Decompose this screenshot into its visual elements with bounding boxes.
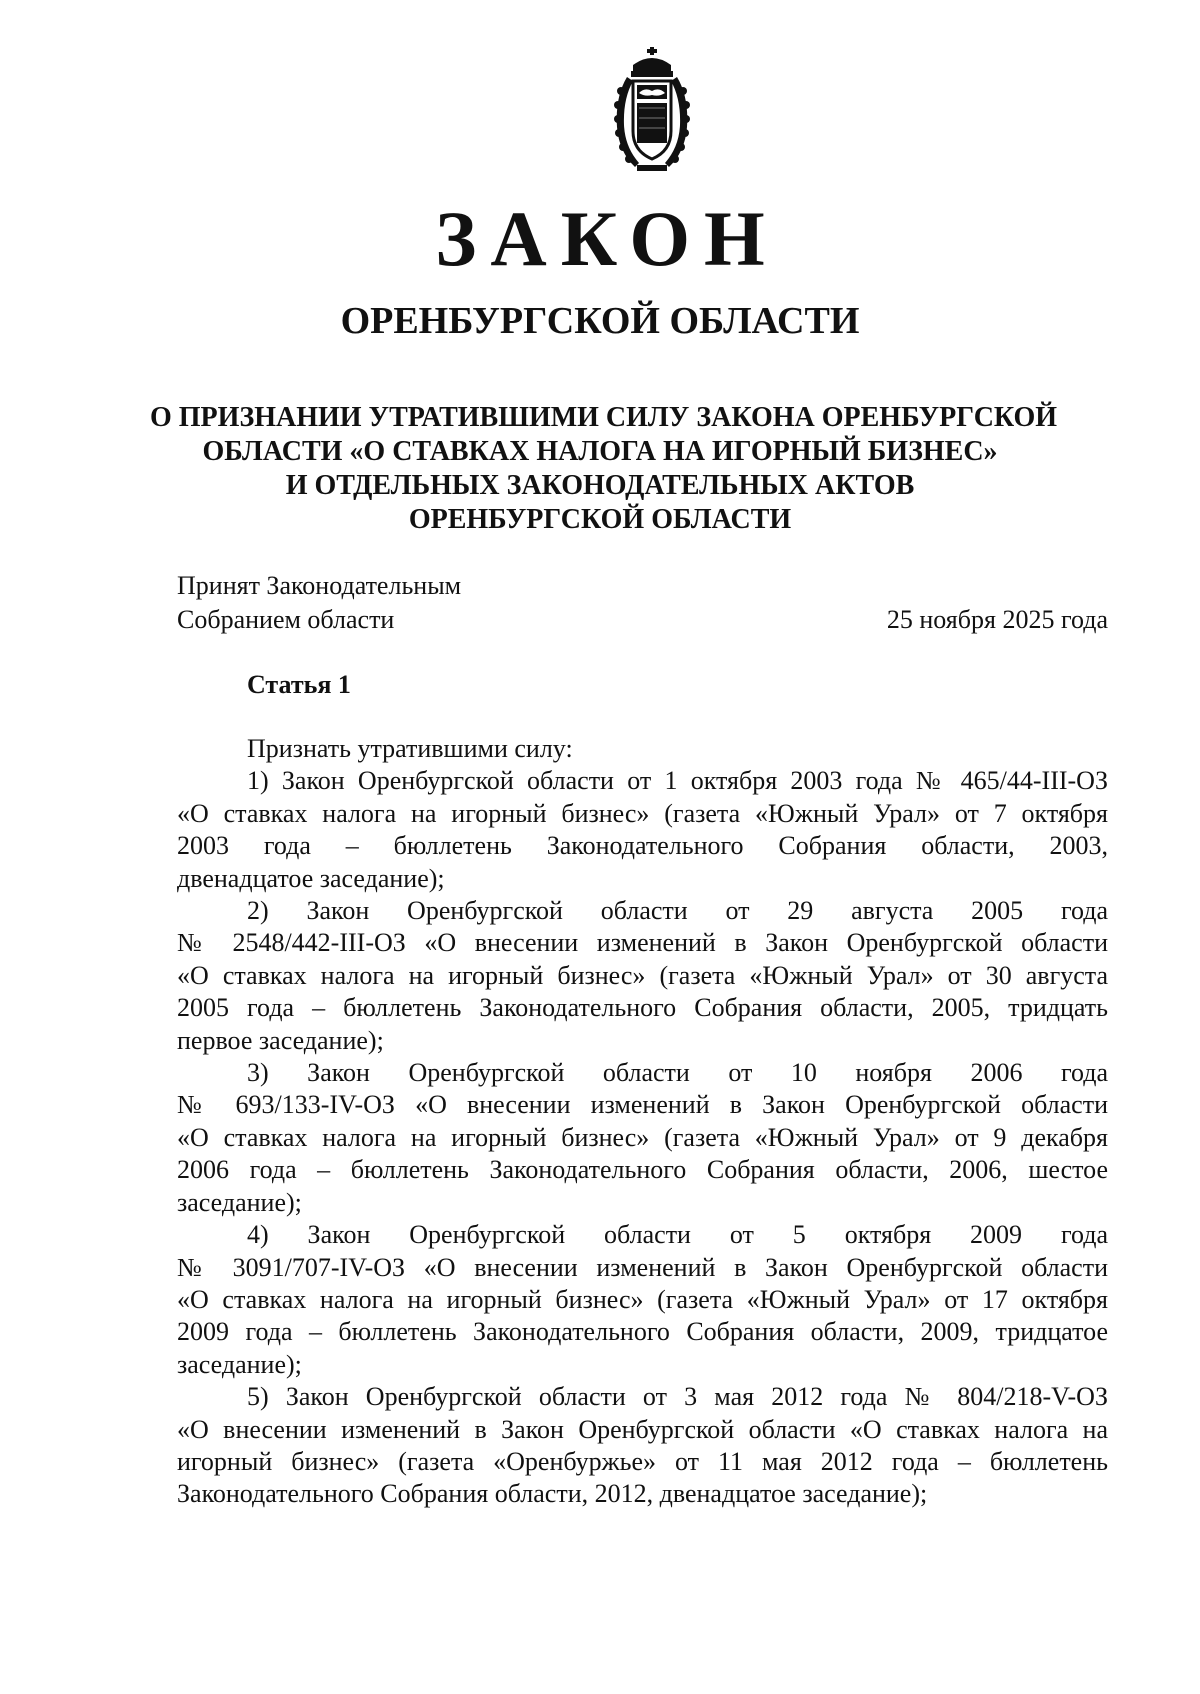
list-item-line: № 2548/442-III-ОЗ «О внесении изменений в Закон Оренбургской области xyxy=(177,928,1108,958)
list-item-line: 2005 года – бюллетень Законодательного Собрания области, 2005, тридцать xyxy=(177,993,1108,1023)
document-title: ЗАКОН xyxy=(435,195,779,282)
list-item xyxy=(177,1219,1108,1381)
list-item xyxy=(177,1057,1108,1219)
list-item-line: первое заседание); xyxy=(177,1025,384,1055)
adoption-line: Принят Законодательным xyxy=(177,571,462,600)
list-item xyxy=(177,765,1108,895)
law-name-line: И ОТДЕЛЬНЫХ ЗАКОНОДАТЕЛЬНЫХ АКТОВ xyxy=(285,470,915,501)
list-item-line: 2) Закон Оренбургской области от 29 августа 2005 года xyxy=(247,896,1108,926)
law-name-line: О ПРИЗНАНИИ УТРАТИВШИМИ СИЛУ ЗАКОНА ОРЕНБУРГСКОЙ xyxy=(150,402,1058,433)
list-item-line: 3) Закон Оренбургской области от 10 ноября 2006 года xyxy=(247,1058,1108,1088)
list-item-line: «О ставках налога на игорный бизнес» (газета «Южный Урал» от 9 декабря xyxy=(177,1122,1108,1152)
list-item-line: заседание); xyxy=(177,1187,302,1217)
list-item-line: 2006 года – бюллетень Законодательного Собрания области, 2006, шестое xyxy=(177,1155,1108,1185)
article-body xyxy=(177,733,1108,1511)
adoption-line: Собранием области xyxy=(177,605,395,634)
adoption-info xyxy=(177,569,461,637)
adoption-date: 25 ноября 2025 года xyxy=(886,605,1108,634)
list-item-line: 2009 года – бюллетень Законодательного Собрания области, 2009, тридцатое xyxy=(177,1317,1108,1347)
document-region: ОРЕНБУРГСКОЙ ОБЛАСТИ xyxy=(340,300,860,342)
list-item-line: 1) Закон Оренбургской области от 1 октября 2003 года № 465/44-III-ОЗ xyxy=(247,766,1108,796)
list-item-line: № 693/133-IV-ОЗ «О внесении изменений в Закон Оренбургской области xyxy=(177,1090,1108,1120)
list-item-line: заседание); xyxy=(177,1349,302,1379)
list-item-line: игорный бизнес» (газета «Оренбуржье» от 11 мая 2012 года – бюллетень xyxy=(177,1446,1108,1476)
list-item-line: 2003 года – бюллетень Законодательного Собрания области, 2003, xyxy=(177,831,1108,861)
list-item xyxy=(177,895,1108,1057)
list-item-line: «О ставках налога на игорный бизнес» (газета «Южный Урал» от 7 октября xyxy=(177,798,1108,828)
list-item-line: «О ставках налога на игорный бизнес» (газета «Южный Урал» от 30 августа xyxy=(177,960,1108,990)
article-intro: Признать утратившими силу: xyxy=(247,734,573,763)
list-item-line: 4) Закон Оренбургской области от 5 октября 2009 года xyxy=(247,1220,1108,1250)
list-item-line: Законодательного Собрания области, 2012, двенадцатое заседание); xyxy=(177,1479,928,1509)
list-item-line: 5) Закон Оренбургской области от 3 мая 2012 года № 804/218-V-ОЗ xyxy=(247,1382,1108,1412)
law-name-line: ОБЛАСТИ «О СТАВКАХ НАЛОГА НА ИГОРНЫЙ БИЗНЕС» xyxy=(202,436,998,467)
list-item-line: «О внесении изменений в Закон Оренбургской области «О ставках налога на xyxy=(177,1414,1108,1444)
article-heading: Статья 1 xyxy=(247,670,351,699)
list-item-line: двенадцатое заседание); xyxy=(177,863,445,893)
coat-of-arms-emblem xyxy=(609,47,695,177)
list-item xyxy=(177,1381,1108,1511)
law-name-line: ОРЕНБУРГСКОЙ ОБЛАСТИ xyxy=(408,504,792,535)
law-name xyxy=(150,401,1058,537)
list-item-line: «О ставках налога на игорный бизнес» (газета «Южный Урал» от 17 октября xyxy=(177,1284,1108,1314)
list-item-line: № 3091/707-IV-ОЗ «О внесении изменений в Закон Оренбургской области xyxy=(177,1252,1108,1282)
